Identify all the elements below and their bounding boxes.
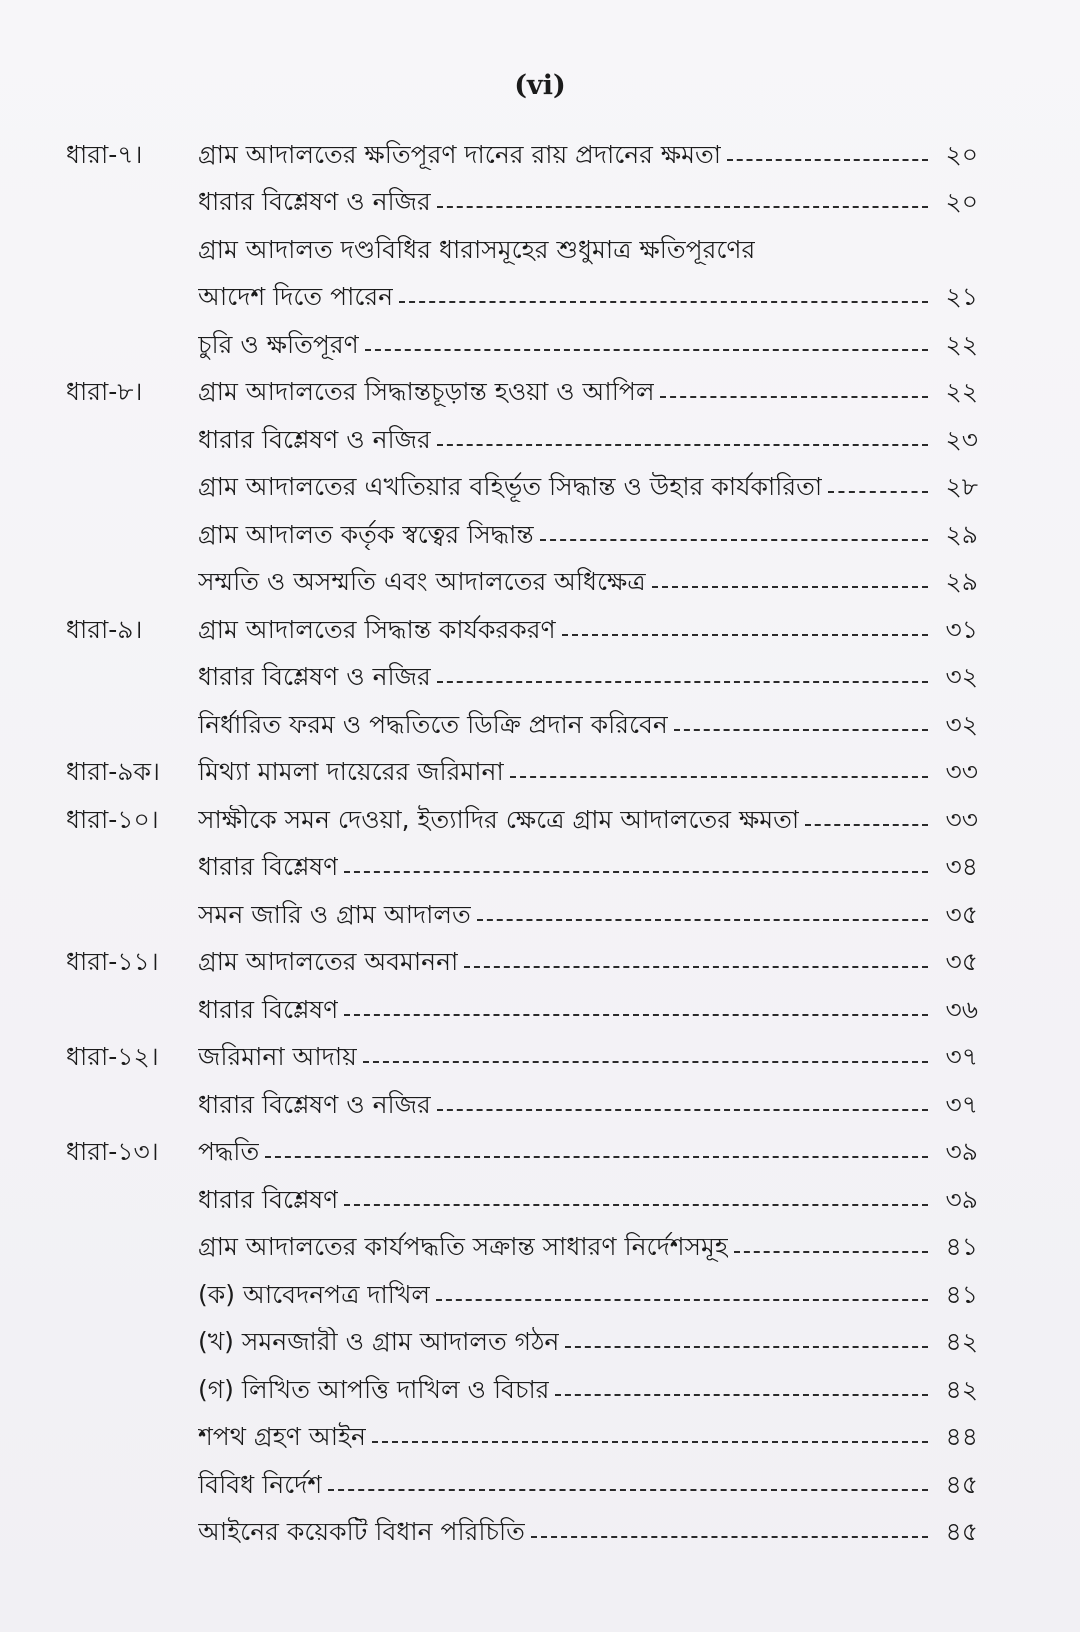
entry-title: আইনের কয়েকটি বিধান পরিচিতি bbox=[198, 1517, 525, 1546]
entry-page-number: ৪১ bbox=[945, 1232, 978, 1261]
entry-title: (খ) সমনজারী ও গ্রাম আদালত গঠন bbox=[198, 1327, 560, 1356]
entry-page-number: ৪২ bbox=[945, 1374, 978, 1404]
section-number: ধারা-৯। bbox=[66, 614, 143, 644]
dotted-leader bbox=[510, 757, 928, 787]
toc-entry bbox=[66, 502, 978, 550]
entry-title: গ্রাম আদালত কর্তৃক স্বত্বের সিদ্ধান্ত bbox=[198, 519, 534, 549]
toc-entry bbox=[66, 1500, 978, 1548]
dotted-leader bbox=[540, 520, 928, 550]
toc-entry bbox=[66, 455, 978, 503]
entry-page-number: ৩১ bbox=[945, 614, 978, 644]
dotted-leader bbox=[464, 947, 928, 977]
entry-title: শপথ গ্রহণ আইন bbox=[198, 1422, 366, 1451]
entry-title: মিথ্যা মামলা দায়েরের জরিমানা bbox=[198, 757, 504, 786]
toc-entry bbox=[66, 265, 978, 313]
toc-entry bbox=[66, 1025, 978, 1073]
entry-page-number: ৩৪ bbox=[945, 852, 978, 881]
toc-entry bbox=[66, 1357, 978, 1405]
section-number: ধারা-৭। bbox=[66, 139, 143, 169]
entry-title: ধারার বিশ্লেষণ ও নজির bbox=[198, 424, 431, 454]
dotted-leader bbox=[399, 282, 928, 312]
entry-page-number: ২৮ bbox=[945, 472, 978, 501]
entry-title: চুরি ও ক্ষতিপূরণ bbox=[198, 329, 359, 359]
entry-title: ধারার বিশ্লেষণ bbox=[198, 1184, 339, 1214]
toc-entry bbox=[66, 312, 978, 360]
toc-entry bbox=[66, 645, 978, 693]
section-number: ধারা-১১। bbox=[66, 947, 159, 976]
toc-entry bbox=[66, 1120, 978, 1168]
entry-page-number: ৩৩ bbox=[945, 757, 978, 786]
entry-page-number: ৪২ bbox=[945, 1327, 978, 1356]
dotted-leader bbox=[674, 710, 928, 740]
toc-entry bbox=[66, 360, 978, 408]
dotted-leader bbox=[477, 900, 928, 930]
entry-title: গ্রাম আদালতের অবমাননা bbox=[198, 947, 459, 976]
entry-title: পদ্ধতি bbox=[198, 1137, 260, 1166]
toc-entry bbox=[66, 407, 978, 455]
dotted-leader bbox=[344, 1185, 928, 1215]
dotted-leader bbox=[265, 1137, 928, 1167]
dotted-leader bbox=[436, 1280, 928, 1310]
entry-page-number: ৩৬ bbox=[945, 994, 978, 1024]
toc-entry bbox=[66, 930, 978, 978]
entry-page-number: ৩৭ bbox=[945, 1089, 978, 1119]
dotted-leader bbox=[437, 1090, 928, 1120]
entry-page-number: ৩২ bbox=[945, 709, 978, 739]
entry-title: সম্মতি ও অসম্মতি এবং আদালতের অধিক্ষেত্র bbox=[198, 567, 646, 596]
entry-title: গ্রাম আদালতের সিদ্ধান্তচূড়ান্ত হওয়া ও আপিল bbox=[198, 377, 655, 406]
dotted-leader bbox=[660, 377, 928, 407]
section-number: ধারা-১০। bbox=[66, 804, 159, 834]
entry-title: গ্রাম আদালতের এখতিয়ার বহির্ভূত সিদ্ধান্ত ও উহার কার্যকারিতা bbox=[198, 472, 823, 501]
entry-page-number: ৩৭ bbox=[945, 1042, 978, 1071]
entry-title: ধারার বিশ্লেষণ ও নজির bbox=[198, 187, 431, 216]
toc-entry bbox=[66, 740, 978, 788]
toc-entry bbox=[66, 977, 978, 1025]
entry-title: নির্ধারিত ফরম ও পদ্ধতিতে ডিক্রি প্রদান করিবেন bbox=[198, 709, 668, 739]
entry-page-number: ৪৪ bbox=[945, 1422, 978, 1451]
toc-entry bbox=[66, 122, 978, 170]
entry-title: ধারার বিশ্লেষণ bbox=[198, 994, 339, 1024]
entry-title: সমন জারি ও গ্রাম আদালত bbox=[198, 899, 471, 929]
entry-page-number: ২৩ bbox=[945, 424, 978, 454]
entry-page-number: ২০ bbox=[945, 139, 978, 169]
dotted-leader bbox=[363, 1042, 928, 1072]
dotted-leader bbox=[531, 1517, 928, 1547]
entry-page-number: ৩২ bbox=[945, 662, 978, 691]
toc-entry bbox=[66, 217, 978, 265]
entry-title: সাক্ষীকে সমন দেওয়া, ইত্যাদির ক্ষেত্রে গ্রাম আদালতের ক্ষমতা bbox=[198, 804, 800, 834]
dotted-leader bbox=[828, 472, 928, 502]
entry-page-number: ৪৫ bbox=[945, 1469, 978, 1499]
toc-entry bbox=[66, 597, 978, 645]
entry-title: ধারার বিশ্লেষণ ও নজির bbox=[198, 1089, 431, 1119]
entry-page-number: ২০ bbox=[945, 187, 978, 216]
entry-page-number: ২২ bbox=[945, 377, 978, 406]
dotted-leader bbox=[805, 805, 928, 835]
entry-page-number: ২৯ bbox=[945, 567, 978, 596]
table-of-contents bbox=[66, 122, 978, 1547]
entry-page-number: ৩৫ bbox=[945, 899, 978, 929]
toc-entry bbox=[66, 1405, 978, 1453]
entry-title: (গ) লিখিত আপত্তি দাখিল ও বিচার bbox=[198, 1374, 550, 1404]
entry-title: গ্রাম আদালতের কার্যপদ্ধতি সক্রান্ত সাধারণ নির্দেশসমূহ bbox=[198, 1232, 729, 1261]
toc-entry bbox=[66, 1452, 978, 1500]
section-number: ধারা-৯ক। bbox=[66, 757, 160, 786]
entry-page-number: ৩৯ bbox=[945, 1137, 978, 1166]
section-number: ধারা-১৩। bbox=[66, 1137, 159, 1166]
toc-entry bbox=[66, 1072, 978, 1120]
entry-title: গ্রাম আদালত দণ্ডবিধির ধারাসমূহের শুধুমাত্র ক্ষতিপূরণের bbox=[198, 234, 756, 264]
dotted-leader bbox=[365, 330, 928, 360]
toc-entry bbox=[66, 1310, 978, 1358]
toc-entry bbox=[66, 170, 978, 218]
entry-title: আদেশ দিতে পারেন bbox=[198, 282, 394, 311]
entry-page-number: ২১ bbox=[945, 282, 978, 311]
dotted-leader bbox=[761, 235, 928, 265]
dotted-leader bbox=[562, 615, 928, 645]
dotted-leader bbox=[344, 995, 928, 1025]
dotted-leader bbox=[328, 1470, 928, 1500]
toc-entry bbox=[66, 1215, 978, 1263]
toc-entry bbox=[66, 550, 978, 598]
entry-title: বিবিধ নির্দেশ bbox=[198, 1469, 323, 1499]
entry-page-number: ২৯ bbox=[945, 519, 978, 549]
entry-page-number: ৪১ bbox=[945, 1279, 978, 1309]
toc-entry bbox=[66, 882, 978, 930]
dotted-leader bbox=[437, 425, 928, 455]
dotted-leader bbox=[437, 662, 928, 692]
entry-page-number: ৩৫ bbox=[945, 947, 978, 976]
entry-page-number: ৩৯ bbox=[945, 1184, 978, 1214]
dotted-leader bbox=[652, 567, 928, 597]
section-number: ধারা-৮। bbox=[66, 377, 143, 406]
dotted-leader bbox=[555, 1375, 928, 1405]
dotted-leader bbox=[734, 1232, 928, 1262]
entry-page-number: ২২ bbox=[945, 329, 978, 359]
entry-title: গ্রাম আদালতের সিদ্ধান্ত কার্যকরকরণ bbox=[198, 614, 556, 644]
page-number: (vi) bbox=[514, 70, 566, 101]
entry-page-number: ৩৩ bbox=[945, 804, 978, 834]
entry-title: ধারার বিশ্লেষণ ও নজির bbox=[198, 662, 431, 691]
toc-entry bbox=[66, 1262, 978, 1310]
entry-page-number: ৪৫ bbox=[945, 1517, 978, 1546]
dotted-leader bbox=[344, 852, 928, 882]
entry-title: (ক) আবেদনপত্র দাখিল bbox=[198, 1279, 430, 1309]
entry-title: জরিমানা আদায় bbox=[198, 1042, 357, 1071]
dotted-leader bbox=[565, 1327, 928, 1357]
toc-entry bbox=[66, 835, 978, 883]
toc-entry bbox=[66, 1167, 978, 1215]
toc-entry bbox=[66, 787, 978, 835]
dotted-leader bbox=[437, 187, 928, 217]
dotted-leader bbox=[372, 1422, 928, 1452]
entry-title: গ্রাম আদালতের ক্ষতিপূরণ দানের রায় প্রদানের ক্ষমতা bbox=[198, 139, 722, 169]
entry-title: ধারার বিশ্লেষণ bbox=[198, 852, 339, 881]
section-number: ধারা-১২। bbox=[66, 1042, 159, 1071]
dotted-leader bbox=[727, 140, 928, 170]
toc-entry bbox=[66, 692, 978, 740]
